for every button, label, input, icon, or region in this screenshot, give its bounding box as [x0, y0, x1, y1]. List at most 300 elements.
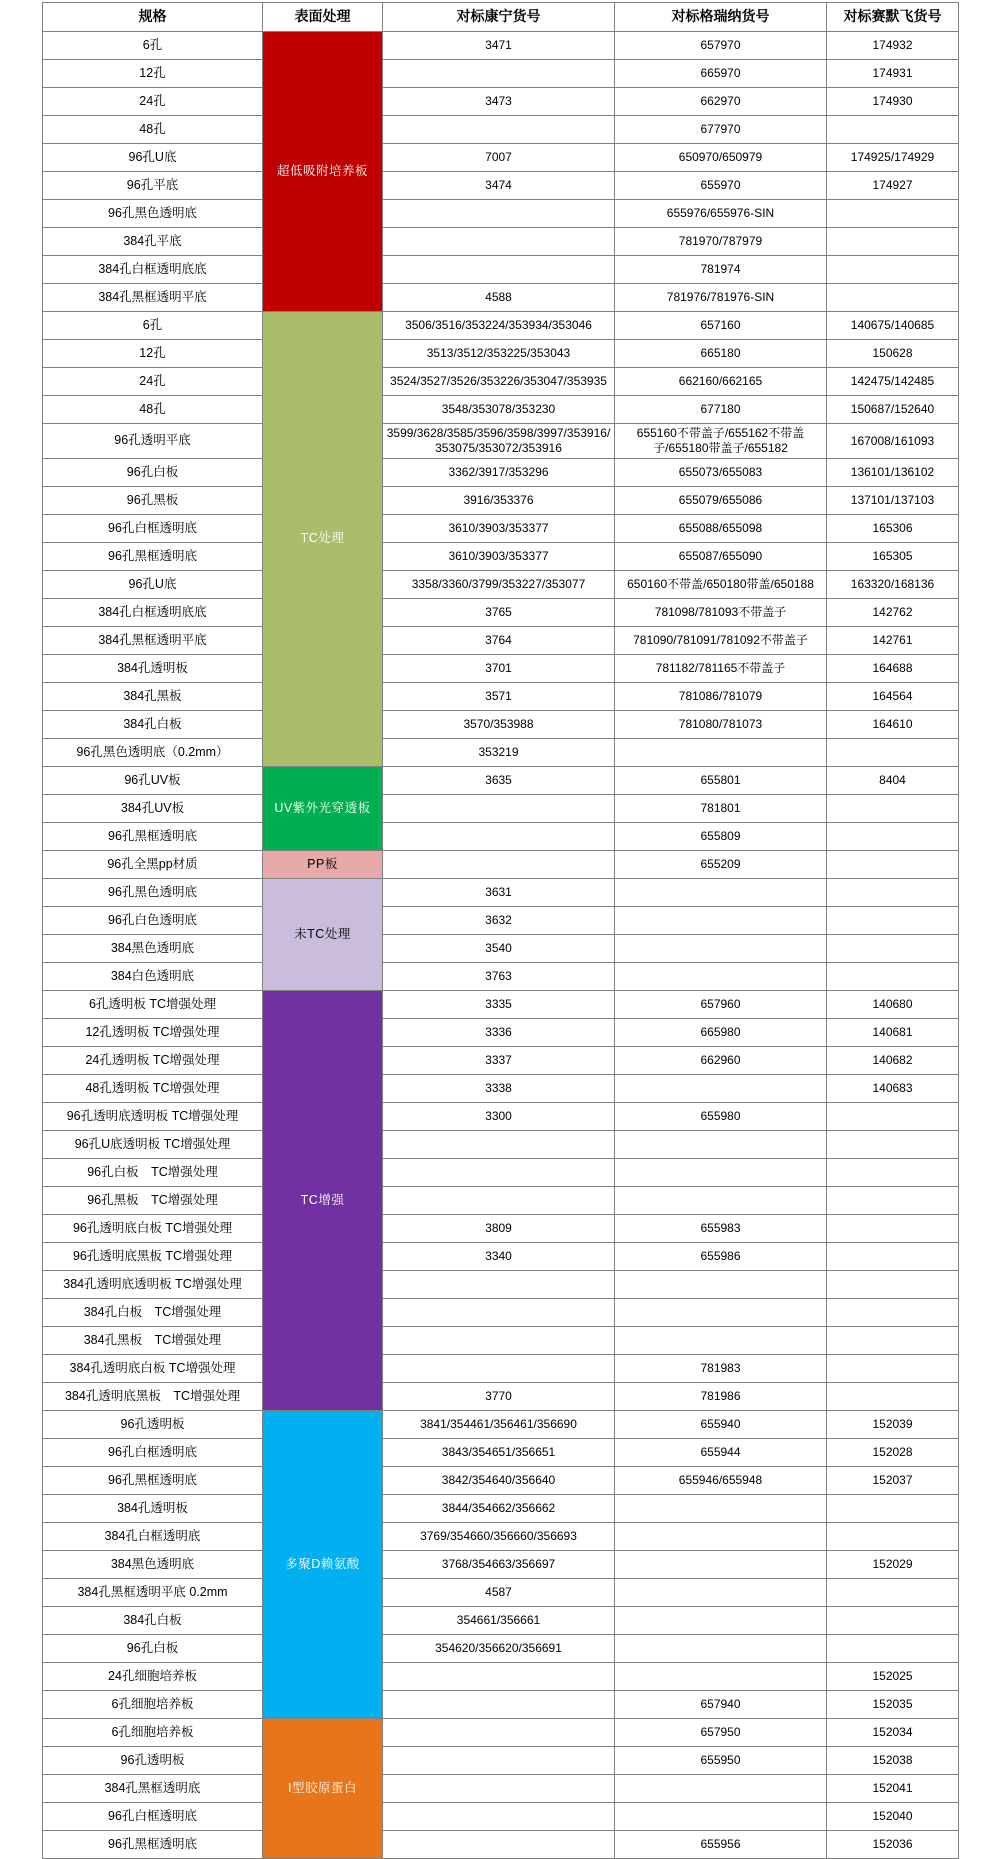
cell-thermo: [827, 1635, 959, 1663]
cell-greiner: [615, 1775, 827, 1803]
cell-corning: 4587: [383, 1579, 615, 1607]
cell-greiner: [615, 879, 827, 907]
cell-thermo: [827, 116, 959, 144]
cell-spec: 96孔白框透明底: [43, 515, 263, 543]
cell-spec: 96孔U底: [43, 571, 263, 599]
cell-thermo: [827, 935, 959, 963]
cell-corning: 3844/354662/356662: [383, 1495, 615, 1523]
table-row: [43, 1663, 959, 1691]
table-row: [43, 1215, 959, 1243]
table-row: [43, 991, 959, 1019]
header-row: [43, 3, 959, 32]
cell-thermo: 140675/140685: [827, 312, 959, 340]
cell-spec: 384孔透明底白板 TC增强处理: [43, 1355, 263, 1383]
table-row: [43, 571, 959, 599]
cell-corning: 3768/354663/356697: [383, 1551, 615, 1579]
cell-thermo: 174925/174929: [827, 144, 959, 172]
cell-spec: 384孔透明板: [43, 1495, 263, 1523]
cell-greiner: 665970: [615, 60, 827, 88]
cell-surface-treatment: UV紫外光穿透板: [263, 767, 383, 851]
cell-thermo: 163320/168136: [827, 571, 959, 599]
cell-spec: 96孔平底: [43, 172, 263, 200]
cell-thermo: 8404: [827, 767, 959, 795]
cell-thermo: 152028: [827, 1439, 959, 1467]
table-row: [43, 487, 959, 515]
cell-thermo: [827, 1103, 959, 1131]
cell-spec: 96孔全黑pp材质: [43, 851, 263, 879]
table-row: [43, 144, 959, 172]
cell-greiner: [615, 1187, 827, 1215]
cell-corning: 7007: [383, 144, 615, 172]
table-row: [43, 1551, 959, 1579]
cell-corning: 3473: [383, 88, 615, 116]
cell-greiner: 657940: [615, 1691, 827, 1719]
cell-surface-treatment: PP板: [263, 851, 383, 879]
table-row: [43, 655, 959, 683]
cell-spec: 24孔细胞培养板: [43, 1663, 263, 1691]
cell-thermo: [827, 228, 959, 256]
cell-spec: 384白色透明底: [43, 963, 263, 991]
cell-corning: 3336: [383, 1019, 615, 1047]
table-row: [43, 907, 959, 935]
cell-greiner: 655946/655948: [615, 1467, 827, 1495]
cell-corning: [383, 1299, 615, 1327]
table-row: [43, 396, 959, 424]
cell-spec: 384孔白框透明底: [43, 1523, 263, 1551]
table-row: [43, 935, 959, 963]
table-row: [43, 963, 959, 991]
cell-corning: 3337: [383, 1047, 615, 1075]
cell-thermo: 167008/161093: [827, 424, 959, 459]
cell-corning: 3471: [383, 32, 615, 60]
cell-surface-treatment: I型胶原蛋白: [263, 1719, 383, 1859]
cell-corning: 3338: [383, 1075, 615, 1103]
cell-corning: 3916/353376: [383, 487, 615, 515]
table-row: [43, 200, 959, 228]
table-row: [43, 739, 959, 767]
cell-corning: 3540: [383, 935, 615, 963]
cell-greiner: 655986: [615, 1243, 827, 1271]
cell-spec: 12孔透明板 TC增强处理: [43, 1019, 263, 1047]
cell-corning: 354620/356620/356691: [383, 1635, 615, 1663]
cell-spec: 384孔平底: [43, 228, 263, 256]
cell-corning: 3763: [383, 963, 615, 991]
cell-spec: 48孔: [43, 116, 263, 144]
table-row: [43, 1495, 959, 1523]
cell-thermo: 174931: [827, 60, 959, 88]
cell-thermo: 174932: [827, 32, 959, 60]
cell-greiner: 657160: [615, 312, 827, 340]
cell-spec: 384孔黑框透明平底: [43, 284, 263, 312]
cell-greiner: 781801: [615, 795, 827, 823]
cell-thermo: [827, 1243, 959, 1271]
cell-thermo: [827, 256, 959, 284]
cell-greiner: 662970: [615, 88, 827, 116]
cell-greiner: 655809: [615, 823, 827, 851]
cell-surface-treatment: 未TC处理: [263, 879, 383, 991]
cell-spec: 384孔UV板: [43, 795, 263, 823]
cell-spec: 96孔白板: [43, 459, 263, 487]
cell-greiner: 655940: [615, 1411, 827, 1439]
cell-greiner: 781970/787979: [615, 228, 827, 256]
cell-corning: [383, 851, 615, 879]
table-row: [43, 1691, 959, 1719]
cell-spec: 12孔: [43, 60, 263, 88]
cell-greiner: 781974: [615, 256, 827, 284]
cell-spec: 96孔黑色透明底: [43, 200, 263, 228]
cell-thermo: [827, 1495, 959, 1523]
cell-surface-treatment: TC处理: [263, 312, 383, 767]
cell-spec: 384孔白板 TC增强处理: [43, 1299, 263, 1327]
cell-thermo: [827, 200, 959, 228]
cell-greiner: [615, 1635, 827, 1663]
cell-corning: 3300: [383, 1103, 615, 1131]
cell-corning: 3524/3527/3526/353226/353047/353935: [383, 368, 615, 396]
cell-spec: 384孔白框透明底底: [43, 599, 263, 627]
cell-greiner: [615, 1551, 827, 1579]
table-row: [43, 627, 959, 655]
cell-surface-treatment: TC增强: [263, 991, 383, 1411]
table-row: [43, 1775, 959, 1803]
cell-thermo: [827, 1131, 959, 1159]
cell-thermo: [827, 1159, 959, 1187]
cell-spec: 6孔: [43, 312, 263, 340]
cell-thermo: 164610: [827, 711, 959, 739]
cell-corning: [383, 1803, 615, 1831]
cell-spec: 96孔白板: [43, 1635, 263, 1663]
cell-greiner: 655980: [615, 1103, 827, 1131]
table-row: [43, 284, 959, 312]
cell-corning: [383, 60, 615, 88]
table-row: [43, 340, 959, 368]
table-row: [43, 1131, 959, 1159]
cell-thermo: [827, 1383, 959, 1411]
table-row: [43, 1327, 959, 1355]
table-row: [43, 1719, 959, 1747]
cell-corning: [383, 200, 615, 228]
table-row: [43, 424, 959, 459]
cell-thermo: [827, 1215, 959, 1243]
cell-spec: 96孔黑框透明底: [43, 1831, 263, 1859]
cell-spec: 96孔白框透明底: [43, 1803, 263, 1831]
cell-greiner: [615, 1663, 827, 1691]
cell-greiner: [615, 1299, 827, 1327]
cell-thermo: [827, 795, 959, 823]
table-row: [43, 711, 959, 739]
cell-thermo: 152038: [827, 1747, 959, 1775]
cell-greiner: [615, 963, 827, 991]
table-row: [43, 312, 959, 340]
cell-spec: 96孔白色透明底: [43, 907, 263, 935]
cell-greiner: [615, 1327, 827, 1355]
cell-corning: 3632: [383, 907, 615, 935]
table-row: [43, 1439, 959, 1467]
cell-spec: 96孔透明板: [43, 1747, 263, 1775]
table-body: [43, 32, 959, 1859]
table-row: [43, 1607, 959, 1635]
table-row: [43, 515, 959, 543]
cell-thermo: 142762: [827, 599, 959, 627]
cell-greiner: 665980: [615, 1019, 827, 1047]
cell-greiner: 655088/655098: [615, 515, 827, 543]
cell-corning: [383, 795, 615, 823]
cell-greiner: [615, 1579, 827, 1607]
table-row: [43, 1047, 959, 1075]
cell-corning: 354661/356661: [383, 1607, 615, 1635]
header-spec: 规格: [43, 3, 263, 32]
cell-thermo: [827, 1355, 959, 1383]
table-row: [43, 1271, 959, 1299]
table-row: [43, 1243, 959, 1271]
cell-greiner: 655944: [615, 1439, 827, 1467]
cell-spec: 96孔透明底黑板 TC增强处理: [43, 1243, 263, 1271]
cell-spec: 96孔透明平底: [43, 424, 263, 459]
cell-corning: 3843/354651/356651: [383, 1439, 615, 1467]
cell-corning: 3513/3512/353225/353043: [383, 340, 615, 368]
cell-spec: 96孔白板 TC增强处理: [43, 1159, 263, 1187]
cell-greiner: [615, 1131, 827, 1159]
cell-corning: [383, 1691, 615, 1719]
cell-corning: [383, 116, 615, 144]
cell-greiner: [615, 935, 827, 963]
cell-spec: 96孔黑框透明底: [43, 823, 263, 851]
cell-corning: [383, 1719, 615, 1747]
cell-greiner: 657970: [615, 32, 827, 60]
cell-thermo: [827, 879, 959, 907]
cell-thermo: 152036: [827, 1831, 959, 1859]
table-row: [43, 1299, 959, 1327]
cell-corning: 4588: [383, 284, 615, 312]
table-row: [43, 1103, 959, 1131]
cell-corning: [383, 1355, 615, 1383]
cell-greiner: 657960: [615, 991, 827, 1019]
cell-corning: 3769/354660/356660/356693: [383, 1523, 615, 1551]
cell-greiner: [615, 1271, 827, 1299]
cell-spec: 384孔黑框透明底: [43, 1775, 263, 1803]
table-row: [43, 767, 959, 795]
header-thermo-part-number: 对标赛默飞货号: [827, 3, 959, 32]
cell-thermo: 152037: [827, 1467, 959, 1495]
cell-corning: 3610/3903/353377: [383, 515, 615, 543]
cell-corning: [383, 1159, 615, 1187]
table-row: [43, 599, 959, 627]
table-row: [43, 32, 959, 60]
cell-thermo: 152035: [827, 1691, 959, 1719]
table-row: [43, 683, 959, 711]
cell-spec: 6孔透明板 TC增强处理: [43, 991, 263, 1019]
cell-spec: 384孔黑框透明平底 0.2mm: [43, 1579, 263, 1607]
table-header: [43, 3, 959, 32]
cell-thermo: 142475/142485: [827, 368, 959, 396]
cell-greiner: 655983: [615, 1215, 827, 1243]
cell-spec: 12孔: [43, 340, 263, 368]
table-row: [43, 851, 959, 879]
cell-greiner: 781976/781976-SIN: [615, 284, 827, 312]
cell-thermo: 164688: [827, 655, 959, 683]
cell-corning: [383, 823, 615, 851]
cell-greiner: 677180: [615, 396, 827, 424]
cell-thermo: [827, 739, 959, 767]
cell-spec: 384孔透明底透明板 TC增强处理: [43, 1271, 263, 1299]
cell-greiner: 665180: [615, 340, 827, 368]
header-surface-treatment: 表面处理: [263, 3, 383, 32]
cell-corning: 3765: [383, 599, 615, 627]
table-row: [43, 368, 959, 396]
cell-greiner: 655209: [615, 851, 827, 879]
cell-spec: 384孔黑板: [43, 683, 263, 711]
cell-thermo: 152029: [827, 1551, 959, 1579]
cell-corning: [383, 1775, 615, 1803]
cell-greiner: 662960: [615, 1047, 827, 1075]
cell-greiner: 655956: [615, 1831, 827, 1859]
cell-corning: 3474: [383, 172, 615, 200]
cell-surface-treatment: 超低吸附培养板: [263, 32, 383, 312]
cell-spec: 96孔黑框透明底: [43, 1467, 263, 1495]
cell-thermo: 140681: [827, 1019, 959, 1047]
cell-greiner: 655801: [615, 767, 827, 795]
cell-thermo: 150628: [827, 340, 959, 368]
cell-greiner: 655950: [615, 1747, 827, 1775]
table-row: [43, 116, 959, 144]
cell-corning: 3571: [383, 683, 615, 711]
table-row: [43, 1831, 959, 1859]
cell-thermo: 140682: [827, 1047, 959, 1075]
cell-corning: [383, 1131, 615, 1159]
cell-corning: [383, 1831, 615, 1859]
table-row: [43, 256, 959, 284]
cell-greiner: 650160不带盖/650180带盖/650188: [615, 571, 827, 599]
product-comparison-sheet: [42, 0, 958, 1859]
cell-spec: 96孔黑色透明底: [43, 879, 263, 907]
table-row: [43, 795, 959, 823]
cell-corning: 3335: [383, 991, 615, 1019]
cell-spec: 96孔黑色透明底（0.2mm）: [43, 739, 263, 767]
cell-corning: [383, 1187, 615, 1215]
cell-spec: 96孔U底透明板 TC增强处理: [43, 1131, 263, 1159]
cell-spec: 24孔: [43, 368, 263, 396]
cell-spec: 384黑色透明底: [43, 935, 263, 963]
cell-greiner: 662160/662165: [615, 368, 827, 396]
cell-greiner: 650970/650979: [615, 144, 827, 172]
cell-corning: 3362/3917/353296: [383, 459, 615, 487]
cell-spec: 384孔白板: [43, 711, 263, 739]
cell-spec: 6孔细胞培养板: [43, 1691, 263, 1719]
table-row: [43, 1411, 959, 1439]
cell-greiner: 781080/781073: [615, 711, 827, 739]
cell-spec: 96孔透明底透明板 TC增强处理: [43, 1103, 263, 1131]
cell-spec: 384黑色透明底: [43, 1551, 263, 1579]
cell-spec: 96孔UV板: [43, 767, 263, 795]
table-row: [43, 1579, 959, 1607]
cell-surface-treatment: 多聚D赖氨酸: [263, 1411, 383, 1719]
cell-spec: 24孔透明板 TC增强处理: [43, 1047, 263, 1075]
table-row: [43, 1635, 959, 1663]
cell-corning: 3764: [383, 627, 615, 655]
cell-corning: [383, 256, 615, 284]
cell-greiner: 781182/781165不带盖子: [615, 655, 827, 683]
table-row: [43, 60, 959, 88]
cell-corning: 353219: [383, 739, 615, 767]
cell-greiner: 655970: [615, 172, 827, 200]
cell-thermo: 165305: [827, 543, 959, 571]
cell-thermo: [827, 1579, 959, 1607]
cell-corning: 3842/354640/356640: [383, 1467, 615, 1495]
cell-greiner: 655073/655083: [615, 459, 827, 487]
cell-greiner: 781086/781079: [615, 683, 827, 711]
cell-thermo: 164564: [827, 683, 959, 711]
cell-corning: 3631: [383, 879, 615, 907]
cell-corning: 3770: [383, 1383, 615, 1411]
cell-thermo: [827, 1299, 959, 1327]
header-greiner-part-number: 对标格瑞纳货号: [615, 3, 827, 32]
table-row: [43, 1019, 959, 1047]
table-row: [43, 823, 959, 851]
cell-greiner: [615, 1075, 827, 1103]
cell-corning: 3809: [383, 1215, 615, 1243]
cell-greiner: 655160不带盖子/655162不带盖子/655180带盖子/655182: [615, 424, 827, 459]
cell-corning: 3841/354461/356461/356690: [383, 1411, 615, 1439]
cell-greiner: 781983: [615, 1355, 827, 1383]
table-row: [43, 88, 959, 116]
header-corning-part-number: 对标康宁货号: [383, 3, 615, 32]
cell-spec: 384孔白框透明底底: [43, 256, 263, 284]
cell-greiner: 781986: [615, 1383, 827, 1411]
cell-greiner: 655087/655090: [615, 543, 827, 571]
cell-spec: 6孔: [43, 32, 263, 60]
cell-thermo: 152025: [827, 1663, 959, 1691]
cell-corning: [383, 1327, 615, 1355]
table-row: [43, 172, 959, 200]
cell-greiner: [615, 739, 827, 767]
cell-spec: 96孔黑框透明底: [43, 543, 263, 571]
cell-greiner: 781090/781091/781092不带盖子: [615, 627, 827, 655]
table-row: [43, 228, 959, 256]
cell-thermo: [827, 1523, 959, 1551]
cell-greiner: [615, 1607, 827, 1635]
cell-corning: [383, 1663, 615, 1691]
cell-thermo: [827, 1607, 959, 1635]
cell-corning: 3358/3360/3799/353227/353077: [383, 571, 615, 599]
cell-thermo: [827, 823, 959, 851]
cell-thermo: [827, 851, 959, 879]
cell-thermo: 140683: [827, 1075, 959, 1103]
cell-greiner: 657950: [615, 1719, 827, 1747]
cell-spec: 384孔黑框透明平底: [43, 627, 263, 655]
cell-corning: 3548/353078/353230: [383, 396, 615, 424]
table-row: [43, 1523, 959, 1551]
cell-thermo: [827, 963, 959, 991]
cell-thermo: 152041: [827, 1775, 959, 1803]
cell-thermo: 152040: [827, 1803, 959, 1831]
cell-thermo: [827, 1327, 959, 1355]
cell-thermo: 174930: [827, 88, 959, 116]
table-row: [43, 1383, 959, 1411]
cell-thermo: 142761: [827, 627, 959, 655]
cell-spec: 384孔黑板 TC增强处理: [43, 1327, 263, 1355]
cell-corning: [383, 1747, 615, 1775]
cell-spec: 96孔U底: [43, 144, 263, 172]
cell-greiner: 655976/655976-SIN: [615, 200, 827, 228]
cell-spec: 48孔: [43, 396, 263, 424]
cell-corning: 3340: [383, 1243, 615, 1271]
cell-greiner: [615, 907, 827, 935]
cell-corning: 3570/353988: [383, 711, 615, 739]
cell-thermo: 165306: [827, 515, 959, 543]
cell-spec: 96孔白框透明底: [43, 1439, 263, 1467]
cell-thermo: [827, 1187, 959, 1215]
cell-thermo: [827, 1271, 959, 1299]
table-row: [43, 1187, 959, 1215]
